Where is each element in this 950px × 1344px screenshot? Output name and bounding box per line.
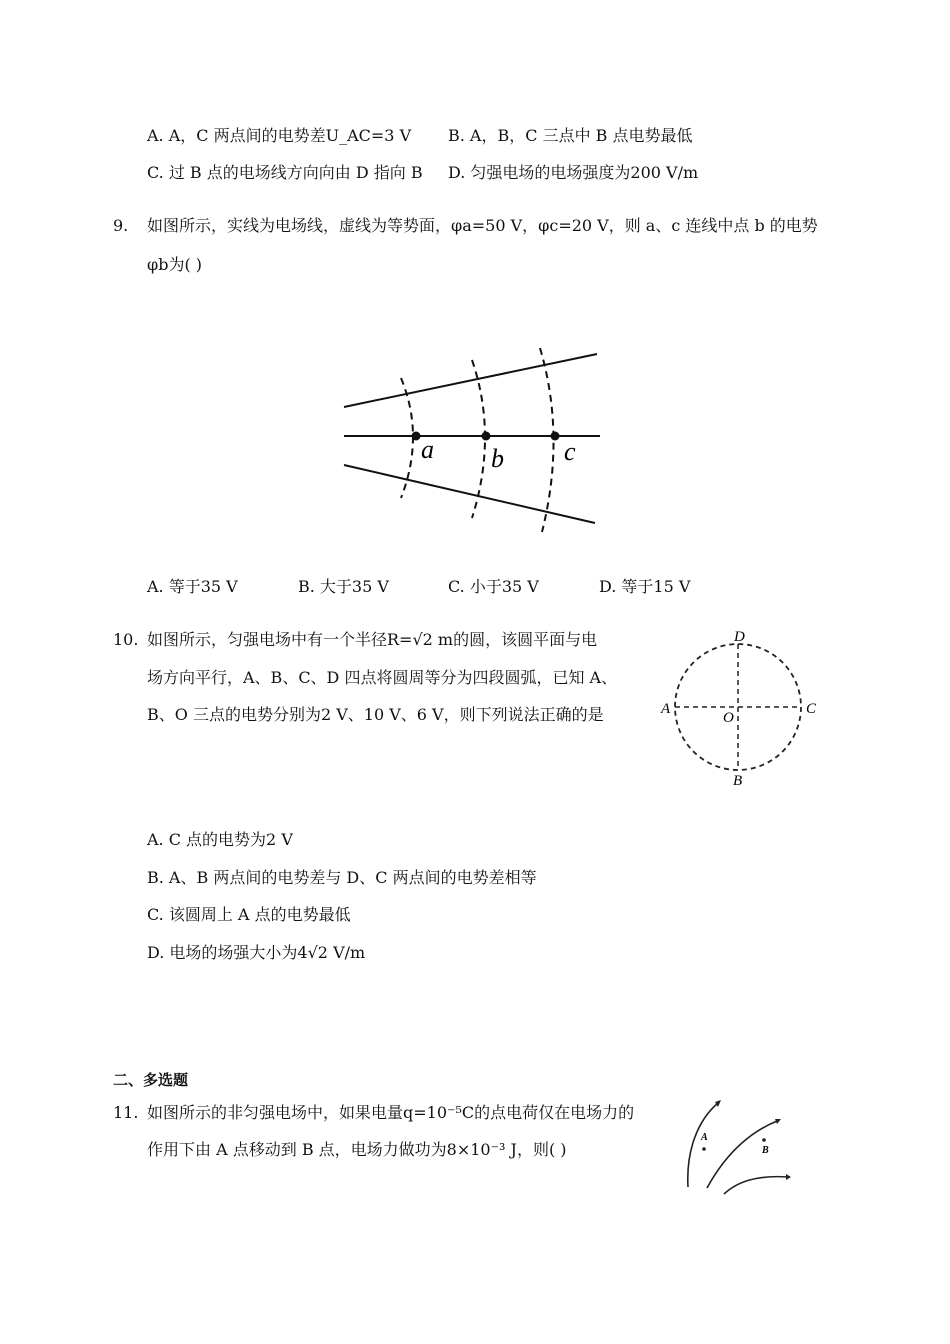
q8-option-b: B. A，B，C 三点中 B 点电势最低 bbox=[448, 126, 693, 145]
q9-option-c: C. 小于35 V bbox=[448, 577, 539, 596]
q9-option-d: D. 等于15 V bbox=[599, 577, 691, 596]
q10-option-c: C. 该圆周上 A 点的电势最低 bbox=[147, 905, 351, 924]
point-B-dot bbox=[762, 1138, 766, 1142]
q10-circle-figure bbox=[655, 625, 830, 790]
q9-stem-line2: φb为( ) bbox=[147, 255, 203, 274]
q9-option-b: B. 大于35 V bbox=[298, 577, 389, 596]
field-line-3 bbox=[724, 1177, 788, 1194]
q10-stem-line1: 如图所示，匀强电场中有一个半径R=√2 m的圆，该圆平面与电 bbox=[147, 630, 598, 649]
q9-stem-line1: 如图所示，实线为电场线，虚线为等势面，φa=50 V，φc=20 V，则 a、c 连线中点 b 的电势 bbox=[147, 216, 818, 235]
q10-option-b: B. A、B 两点间的电势差与 D、C 两点间的电势差相等 bbox=[147, 868, 537, 887]
label-A: A bbox=[661, 701, 671, 717]
label-B: B bbox=[762, 1145, 769, 1156]
label-b: b bbox=[491, 444, 504, 473]
field-line-1 bbox=[688, 1103, 718, 1187]
point-A-dot bbox=[702, 1147, 706, 1151]
point-c-dot bbox=[551, 432, 560, 441]
label-a: a bbox=[421, 435, 434, 464]
arrowhead-3 bbox=[786, 1174, 791, 1180]
equipotential-c bbox=[540, 348, 554, 532]
q11-field-figure bbox=[680, 1095, 795, 1195]
point-b-dot bbox=[482, 432, 491, 441]
lower-field-line bbox=[344, 465, 595, 523]
q9-number: 9. bbox=[113, 216, 129, 235]
q10-stem-line2: 场方向平行，A、B、C、D 四点将圆周等分为四段圆弧，已知 A、 bbox=[147, 668, 618, 687]
label-A: A bbox=[701, 1132, 708, 1143]
q8-option-a: A. A，C 两点间的电势差U_AC=3 V bbox=[147, 126, 412, 145]
point-a-dot bbox=[412, 432, 421, 441]
upper-field-line bbox=[344, 354, 597, 407]
q11-number: 11. bbox=[113, 1103, 139, 1122]
label-D: D bbox=[734, 629, 745, 645]
q11-stem-line2: 作用下由 A 点移动到 B 点，电场力做功为8×10⁻³ J，则( ) bbox=[147, 1140, 567, 1159]
label-C: C bbox=[806, 701, 817, 717]
q11-stem-line1: 如图所示的非匀强电场中，如果电量q=10⁻⁵C的点电荷仅在电场力的 bbox=[147, 1103, 635, 1122]
q8-option-c: C. 过 B 点的电场线方向向由 D 指向 B bbox=[147, 163, 423, 182]
arrowhead-1 bbox=[715, 1100, 721, 1107]
q10-option-a: A. C 点的电势为2 V bbox=[147, 830, 293, 849]
label-O: O bbox=[723, 710, 734, 726]
q10-stem-line3: B、O 三点的电势分别为2 V、10 V、6 V，则下列说法正确的是 bbox=[147, 705, 604, 724]
section-title-multiple-choice: 二、多选题 bbox=[113, 1071, 189, 1089]
q10-number: 10. bbox=[113, 630, 139, 649]
q9-field-line-figure bbox=[330, 340, 610, 540]
label-c: c bbox=[564, 437, 576, 466]
label-B: B bbox=[733, 773, 743, 789]
q10-option-d: D. 电场的场强大小为4√2 V/m bbox=[147, 943, 366, 962]
q9-option-a: A. 等于35 V bbox=[147, 577, 238, 596]
q8-option-d: D. 匀强电场的电场强度为200 V/m bbox=[448, 163, 699, 182]
